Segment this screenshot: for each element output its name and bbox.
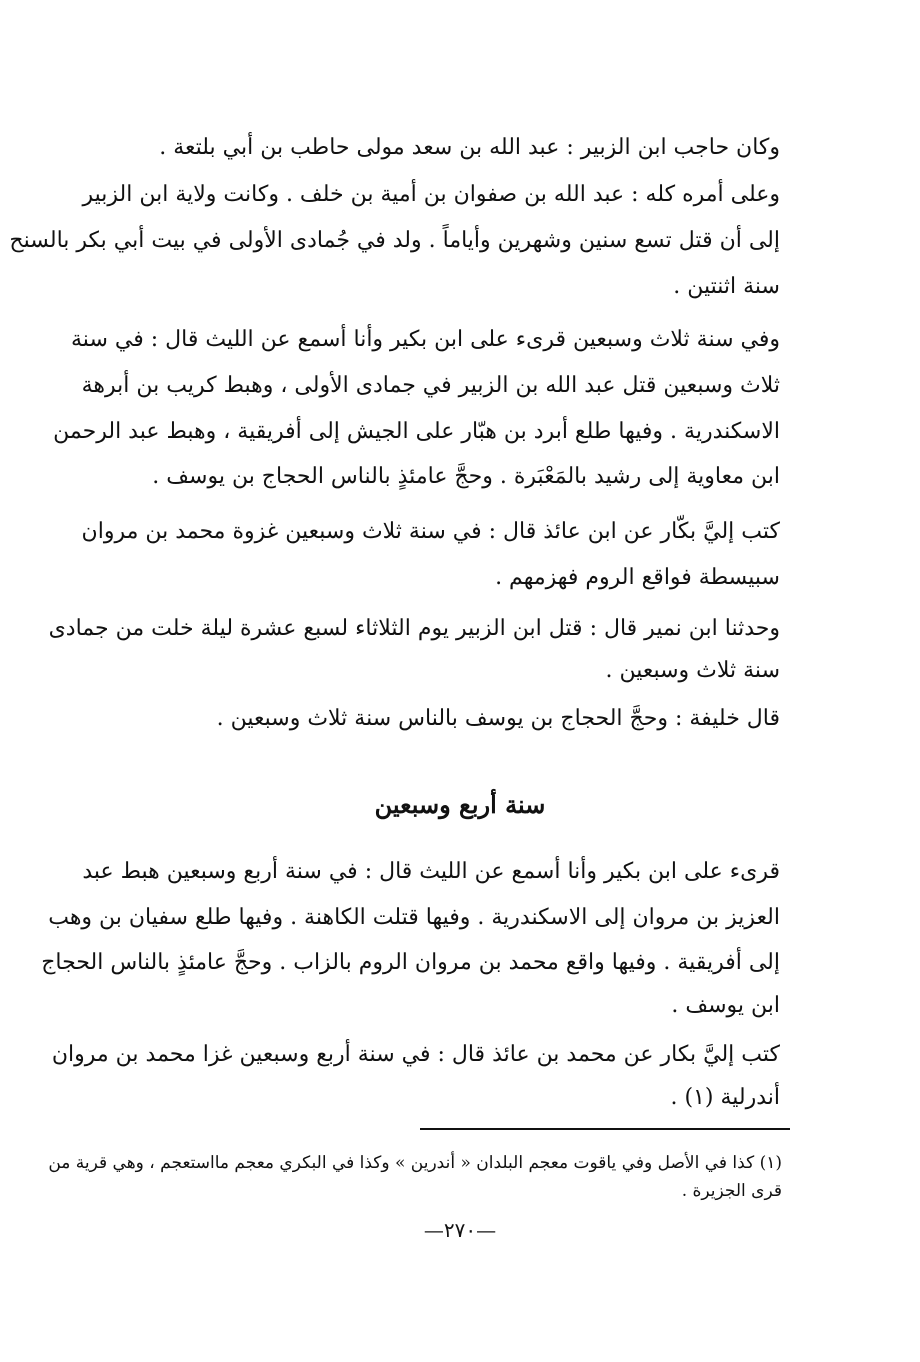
text-line: قال خليفة : وحجَّ الحجاج بن يوسف بالناس سنة ثلاث وسبعين . xyxy=(216,706,780,731)
text-line: سنة اثنتين . xyxy=(673,274,780,299)
text-line: الاسكندرية . وفيها طلع أبرد بن هبّار على الجيش إلى أفريقية ، وهبط عبد الرحمن xyxy=(53,419,780,444)
text-line: ثلاث وسبعين قتل عبد الله بن الزبير في جمادى الأولى ، وهبط كريب بن أبرهة xyxy=(81,373,780,398)
footnote-line: قرى الجزيرة . xyxy=(681,1181,782,1201)
footnote-divider xyxy=(420,1128,790,1130)
text-line: وفي سنة ثلاث وسبعين قرىء على ابن بكير وأنا أسمع عن الليث قال : في سنة xyxy=(71,327,780,352)
text-line: العزيز بن مروان إلى الاسكندرية . وفيها قتلت الكاهنة . وفيها طلع سفيان بن وهب xyxy=(48,905,780,930)
text-line: قرىء على ابن بكير وأنا أسمع عن الليث قال : في سنة أربع وسبعين هبط عبد xyxy=(82,859,780,884)
text-line: كتب إليَّ بكار عن محمد بن عائذ قال : في سنة أربع وسبعين غزا محمد بن مروان xyxy=(51,1042,780,1067)
text-line: إلى أفريقية . وفيها واقع محمد بن مروان الروم بالزاب . وحجَّ عامئذٍ بالناس الحجاج xyxy=(41,950,780,975)
text-line: كتب إليَّ بكّار عن ابن عائذ قال : في سنة ثلاث وسبعين غزوة محمد بن مروان xyxy=(81,519,780,544)
page-number: —٢٧٠— xyxy=(423,1218,497,1242)
text-line: سنة ثلاث وسبعين . xyxy=(605,658,780,683)
text-line: إلى أن قتل تسع سنين وشهرين وأياماً . ولد في جُمادى الأولى في بيت أبي بكر بالسنح xyxy=(9,228,780,253)
text-line: وعلى أمره كله : عبد الله بن صفوان بن أمية بن خلف . وكانت ولاية ابن الزبير xyxy=(82,182,780,207)
footnote-line: (١) كذا في الأصل وفي ياقوت معجم البلدان « أندرين » وكذا في البكري معجم مااستعجم ، وهي قرية من xyxy=(48,1153,782,1173)
section-heading: سنة أربع وسبعين xyxy=(374,790,546,819)
text-line: وحدثنا ابن نمير قال : قتل ابن الزبير يوم الثلاثاء لسبع عشرة ليلة خلت من جمادى xyxy=(48,616,780,641)
text-line: وكان حاجب ابن الزبير : عبد الله بن سعد مولى حاطب بن أبي بلتعة . xyxy=(159,135,780,160)
text-line: أندرلية (١) . xyxy=(670,1085,780,1110)
text-line: ابن يوسف . xyxy=(671,993,780,1018)
text-line: سبيسطة فواقع الروم فهزمهم . xyxy=(495,565,780,590)
text-line: ابن معاوية إلى رشيد بالمَعْبَرة . وحجَّ عامئذٍ بالناس الحجاج بن يوسف . xyxy=(152,464,780,489)
